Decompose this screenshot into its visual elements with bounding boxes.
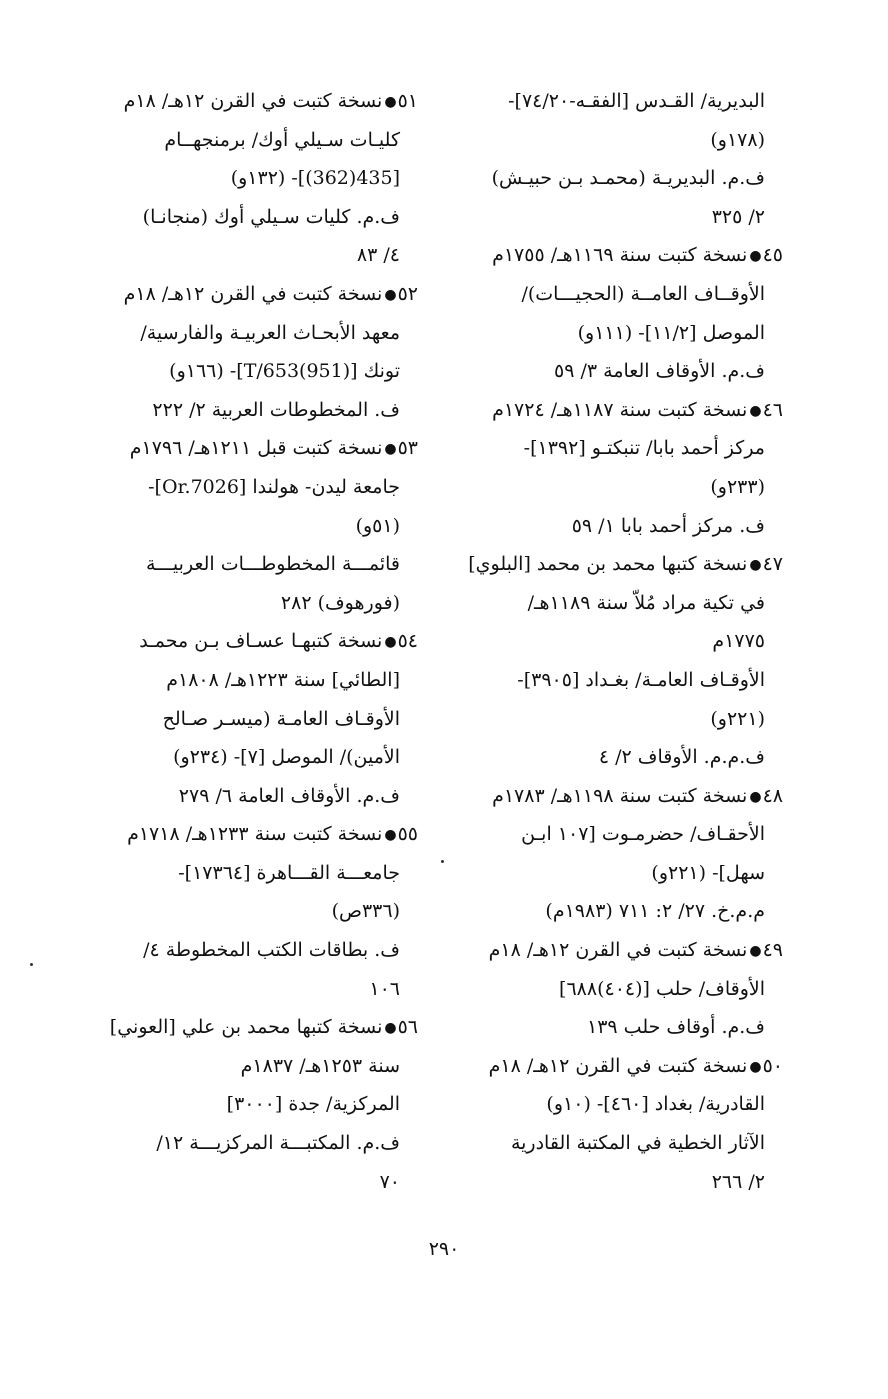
entry-heading: [443, 236, 783, 275]
left-column: [78, 82, 418, 1201]
entry-line: الأوقــاف العامــة (الحجيـــات)/: [521, 282, 765, 305]
entry-heading: [78, 429, 418, 468]
entry-line: الآثار الخطية في المكتبة القادرية: [510, 1132, 765, 1155]
entry-line: ف.م.م. الأوقاف ٢/ ٤: [598, 746, 765, 769]
page-number: ٢٩٠: [428, 1238, 460, 1260]
entry-heading: [443, 391, 783, 430]
entry-line: [435(362)]- (١٣٢و): [230, 167, 400, 190]
entry-number: ٤٧: [762, 553, 783, 576]
entry-number: ٥٣: [397, 437, 418, 460]
entry-line: (٢٢١و): [710, 707, 765, 730]
bullet-icon: ●: [749, 248, 762, 265]
entry-number: ٥٢: [397, 282, 418, 305]
entry-number: ٤٩: [762, 939, 783, 962]
entry-text: نسخة كتبت سنة ١١٩٨هـ/ ١٧٨٣م: [492, 784, 748, 807]
entry-line: [الطائي] سنة ١٢٢٣هـ/ ١٨٠٨م: [166, 668, 400, 691]
entry-number: ٤٨: [762, 784, 783, 807]
entry-text: نسخة كتبهـا عسـاف بـن محمـد: [139, 630, 383, 653]
entry-line: البديرية/ القـدس [الفقـه-٧٤/٢٠]-: [508, 90, 765, 112]
entry-heading: [78, 275, 418, 314]
entry-text: نسخة كتبها محمد بن علي [العوني]: [109, 1016, 383, 1039]
entry-line: ١٠٦: [369, 977, 400, 1000]
entry-line: ف. المخطوطات العربية ٢/ ٢٢٢: [152, 398, 400, 421]
entry-line: ٤/ ٨٣: [356, 244, 400, 267]
entry-line: جامعة ليدن- هولندا [Or.7026]-: [148, 475, 400, 498]
entry-line: ٢/ ٢٦٦: [711, 1170, 765, 1193]
entry-line: (فورهوف) ٢٨٢: [280, 591, 400, 614]
entry-line: (٢٣٣و): [710, 475, 765, 498]
entry-text: نسخة كتبت في القرن ١٢هـ/ ١٨م: [488, 939, 748, 962]
entry-line: (٣٣٦ص): [331, 900, 400, 923]
entry-line: ٢/ ٣٢٥: [711, 205, 765, 228]
entry-number: ٥١: [397, 90, 418, 112]
bullet-icon: ●: [384, 1020, 397, 1037]
entry-line: ف.م. كليات سـيلي أوك (منجانـا): [142, 205, 400, 228]
entry-line: كليـات سـيلي أوك/ برمنجهــام: [164, 128, 400, 151]
entry-text: نسخة كتبت سنة ١١٦٩هـ/ ١٧٥٥م: [492, 244, 748, 267]
entry-line: سهل]- (٢٢١و): [651, 861, 765, 884]
entry-line: الأوقاف/ حلب [(٤٠٤)٦٨٨]: [559, 977, 765, 1000]
entry-heading: [78, 815, 418, 854]
entry-heading: [443, 1047, 783, 1086]
entry-line: ف.م. المكتبـــة المركزيـــة ١٢/: [156, 1132, 400, 1155]
entry-line: الأمين)/ الموصل [٧]- (٢٣٤و): [173, 746, 400, 769]
bullet-icon: ●: [384, 441, 397, 458]
entry-text: نسخة كتبت سنة ١٢٣٣هـ/ ١٧١٨م: [127, 823, 383, 846]
entry-line: ف. مركز أحمد بابا ١/ ٥٩: [571, 514, 765, 537]
entry-heading: [78, 82, 418, 121]
bullet-icon: ●: [749, 788, 762, 805]
entry-number: ٤٦: [762, 398, 783, 421]
entry-line: سنة ١٢٥٣هـ/ ١٨٣٧م: [240, 1054, 400, 1077]
entry-line: الأحقـاف/ حضرمـوت [١٠٧ ابـن: [521, 823, 765, 846]
entry-text: نسخة كتبت في القرن ١٢هـ/ ١٨م: [123, 90, 383, 112]
entry-number: ٥٦: [397, 1016, 418, 1039]
entry-line: القادرية/ بغداد [٤٦٠]- (١٠و): [546, 1093, 765, 1116]
entry-line: معهد الأبحـاث العربيـة والفارسية/: [140, 321, 400, 344]
entry-line: ٧٠: [379, 1170, 400, 1193]
entry-number: ٥٥: [397, 823, 418, 846]
entry-heading: [443, 777, 783, 816]
scan-speck: [441, 860, 444, 863]
entry-heading: [443, 545, 783, 584]
bullet-icon: ●: [749, 557, 762, 574]
entry-number: ٤٥: [762, 244, 783, 267]
entry-heading: [443, 931, 783, 970]
entry-line: ف. بطاقات الكتب المخطوطة ٤/: [143, 939, 400, 962]
entry-line: (١٧٨و): [710, 128, 765, 151]
entry-text: نسخة كتبت قبل ١٢١١هـ/ ١٧٩٦م: [129, 437, 383, 460]
bullet-icon: ●: [384, 286, 397, 303]
bullet-icon: ●: [749, 943, 762, 960]
entry-text: نسخة كتبت في القرن ١٢هـ/ ١٨م: [488, 1054, 748, 1077]
scan-speck: [30, 963, 33, 966]
entry-line: في تكية مراد مُلاّ سنة ١١٨٩هـ/: [527, 591, 765, 614]
bullet-icon: ●: [384, 94, 397, 110]
bullet-icon: ●: [749, 402, 762, 419]
entry-line: ف.م. الأوقاف العامة ٦/ ٢٧٩: [178, 784, 400, 807]
entry-number: ٥٠: [762, 1054, 783, 1077]
entry-line: قائمـــة المخطوطـــات العربيـــة: [146, 553, 400, 576]
bullet-icon: ●: [384, 827, 397, 844]
entry-line: الأوقـاف العامـة (ميسـر صـالح: [162, 707, 400, 730]
bullet-icon: ●: [749, 1058, 762, 1075]
entry-line: ف.م. البديريـة (محمـد بـن حبيـش): [491, 167, 765, 190]
entry-number: ٥٤: [397, 630, 418, 653]
entry-line: الموصل [١١/٢]- (١١١و): [577, 321, 765, 344]
entry-line: المركزية/ جدة [٣٠٠٠]: [226, 1093, 400, 1116]
entry-line: ف.م. أوقاف حلب ١٣٩: [587, 1016, 765, 1039]
entry-line: ف.م. الأوقاف العامة ٣/ ٥٩: [554, 360, 765, 383]
entry-line: الأوقـاف العامـة/ بغـداد [٣٩٠٥]-: [517, 668, 765, 691]
entry-heading: [78, 622, 418, 661]
bullet-icon: ●: [384, 634, 397, 651]
entry-line: (٥١و): [355, 514, 400, 537]
right-column: [443, 82, 783, 1201]
entry-text: نسخة كتبت سنة ١١٨٧هـ/ ١٧٢٤م: [492, 398, 748, 421]
entry-line: تونك [(951)T/653]- (١٦٦و): [169, 360, 400, 383]
entry-line: ١٧٧٥م: [712, 630, 765, 653]
entry-line: جامعـــة القـــاهرة [١٧٣٦٤]-: [178, 861, 400, 884]
entry-text: نسخة كتبها محمد بن محمد [البلوي]: [468, 553, 748, 576]
entry-line: مركز أحمد بابا/ تنبكتـو [١٣٩٢]-: [523, 437, 765, 460]
entry-line: م.م.خ. ٢٧/ ٢: ٧١١ (١٩٨٣م): [545, 900, 765, 923]
entry-heading: [78, 1008, 418, 1047]
entry-text: نسخة كتبت في القرن ١٢هـ/ ١٨م: [123, 282, 383, 305]
